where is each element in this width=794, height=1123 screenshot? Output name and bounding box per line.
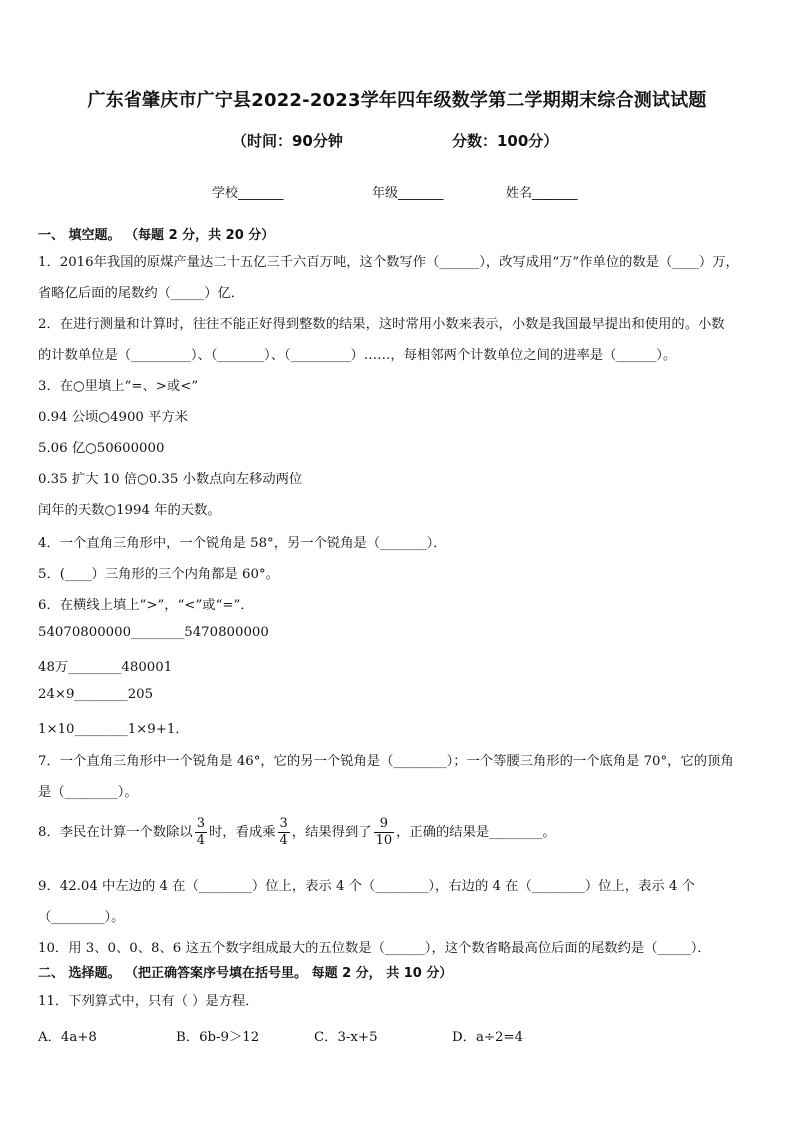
- question-6-item-b: 48万________480001: [38, 660, 173, 675]
- question-3-item-d: 闰年的天数○1994 年的天数。: [38, 503, 221, 518]
- q11-option-a: A．4a+8: [38, 1030, 97, 1045]
- question-3-title: 3．在○里填上“=、>或<”: [38, 379, 199, 394]
- q11-option-b: B．6b-9＞12: [176, 1030, 260, 1045]
- question-1-line-2: 省略亿后面的尾数约（_____）亿．: [38, 286, 245, 301]
- fraction-numerator: 3: [196, 816, 206, 831]
- exam-title: 广东省肇庆市广宁县2022-2023学年四年级数学第二学期期末综合测试试题: [87, 90, 707, 111]
- question-8-text-2: 时，看成乘: [209, 825, 276, 840]
- question-10: 10．用 3、0、0、8、6 这五个数字组成最大的五位数是（______），这个数省略最高位后面的尾数约是（_____）．: [38, 941, 711, 956]
- question-2-line-1: 2．在进行测量和计算时，往往不能正好得到整数的结果，这时常用小数来表示，小数是我国最早提出和使用的。小数: [38, 317, 725, 332]
- school-field: 学校_______: [212, 186, 284, 201]
- name-field: 姓名_______: [506, 186, 578, 201]
- q11-option-d: D．a÷2=4: [452, 1030, 524, 1045]
- section-1-heading: 一、 填空题。 （每题 2 分，共 20 分）: [38, 228, 275, 243]
- fraction-three-quarters-2: [278, 816, 290, 849]
- question-9-line-1: 9．42.04 中左边的 4 在（________）位上，表示 4 个（________），右边的 4 在（________）位上，表示 4 个: [38, 879, 695, 894]
- question-1-line-1: 1．2016年我国的原煤产量达二十五亿三千六百万吨，这个数写作（______），改写成用“万”作单位的数是（____）万，: [38, 255, 739, 270]
- fraction-nine-tenths: [374, 816, 395, 849]
- fraction-three-quarters: [195, 816, 207, 849]
- q11-option-c: C．3-x+5: [314, 1030, 378, 1045]
- fraction-denominator: 4: [279, 833, 288, 848]
- question-5: 5．(____）三角形的三个内角都是 60°。: [38, 567, 279, 582]
- question-9-line-2: （________）。: [38, 910, 125, 925]
- question-8-text-4: ，正确的结果是________。: [396, 825, 556, 840]
- exam-time: （时间：90分钟: [232, 132, 343, 150]
- exam-score: 分数：100分）: [452, 132, 559, 150]
- question-3-item-b: 5.06 亿○50600000: [38, 441, 165, 456]
- question-4: 4．一个直角三角形中，一个锐角是 58°，另一个锐角是（_______）．: [38, 536, 447, 551]
- question-6-item-c: 24×9________205: [38, 687, 154, 702]
- question-7-line-2: 是（________）。: [38, 785, 138, 800]
- question-8: [38, 816, 556, 849]
- question-6-item-d: 1×10________1×9+1．: [38, 722, 189, 737]
- fraction-numerator: 3: [279, 816, 288, 831]
- fraction-denominator: 4: [196, 833, 206, 848]
- question-2-line-2: 的计数单位是（_________）、（_______）、（_________）……，每相邻两个计数单位之间的进率是（______）。: [38, 348, 677, 363]
- fraction-numerator: 9: [374, 816, 395, 833]
- question-8-text-3: ，结果得到了: [291, 825, 372, 840]
- question-11: 11．下列算式中，只有（ ）是方程．: [38, 994, 259, 1009]
- question-6-item-a: 54070800000________5470800000: [38, 625, 269, 640]
- question-3-item-c: 0.35 扩大 10 倍○0.35 小数点向左移动两位: [38, 472, 303, 487]
- grade-field: 年级_______: [372, 186, 444, 201]
- question-7-line-1: 7．一个直角三角形中一个锐角是 46°，它的另一个锐角是（________）；一个等腰三角形的一个底角是 70°，它的顶角: [38, 754, 734, 769]
- fraction-denominator: 10: [375, 833, 393, 848]
- question-8-text-1: 8．李民在计算一个数除以: [38, 825, 193, 840]
- question-3-item-a: 0.94 公顷○4900 平方米: [38, 410, 188, 425]
- section-2-heading: 二、 选择题。 （把正确答案序号填在括号里。 每题 2 分， 共 10 分）: [38, 966, 453, 981]
- question-6-title: 6．在横线上填上“>”，“<”或“=”．: [38, 598, 254, 613]
